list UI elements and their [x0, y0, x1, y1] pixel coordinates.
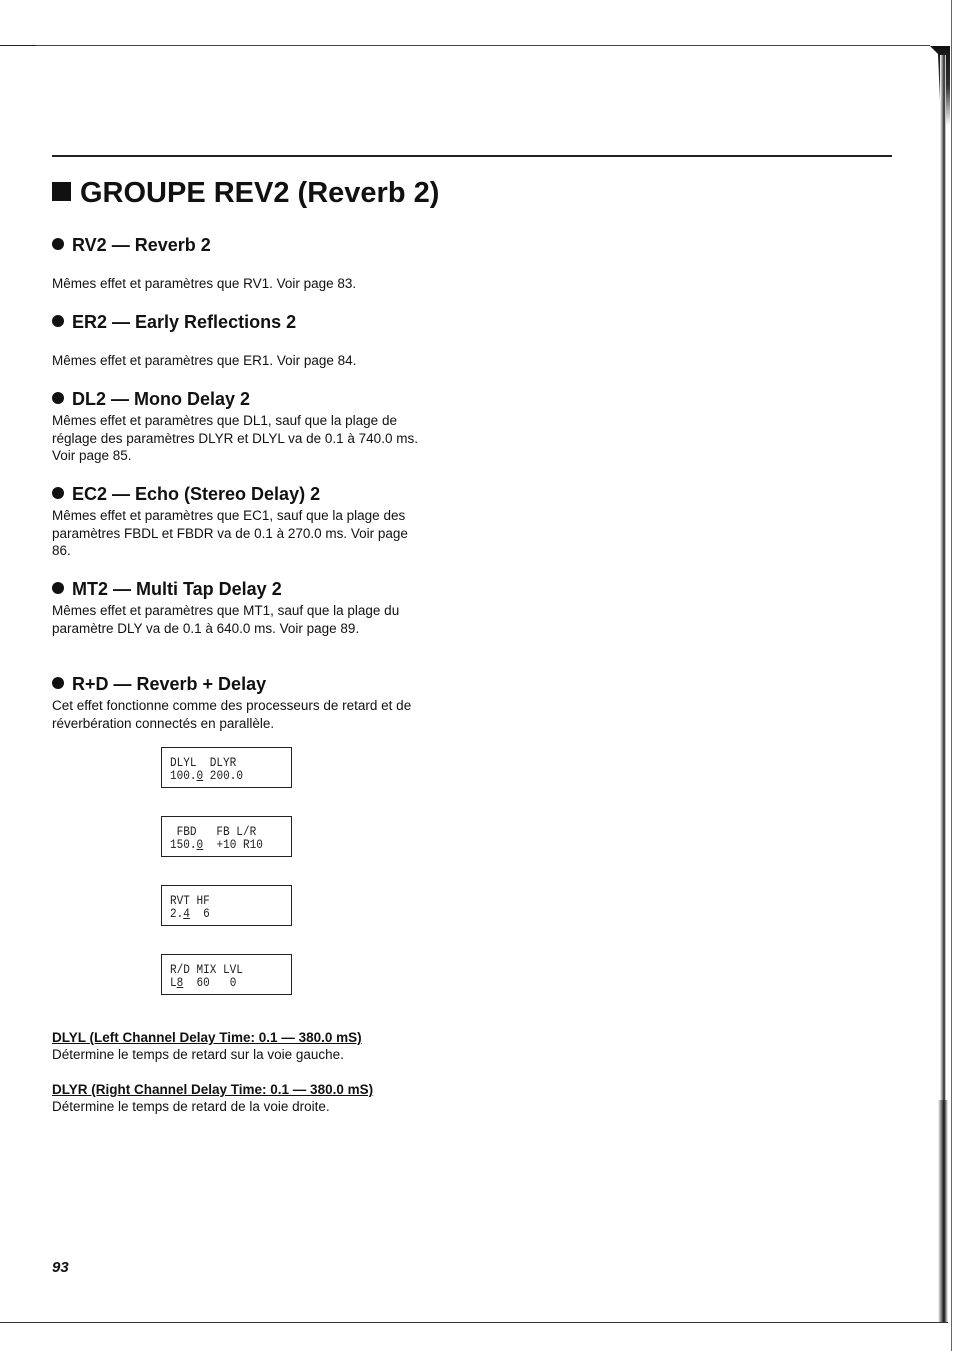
effect-heading-ec2: EC2 — Echo (Stereo Delay) 2	[52, 483, 320, 505]
page-title-text: GROUPE REV2 (Reverb 2)	[80, 177, 440, 209]
param-desc-dlyr: Détermine le temps de retard de la voie droite.	[52, 1099, 330, 1114]
square-bullet-icon	[52, 182, 71, 201]
lcd-screen-mix: R/D MIX LVL L8 60 0	[161, 954, 292, 995]
effect-heading-mt2: MT2 — Multi Tap Delay 2	[52, 578, 282, 600]
lcd-screen-reverb: RVT HF 2.4 6	[161, 885, 292, 926]
lcd-screen-feedback: FBD FB L/R 150.0 +10 R10	[161, 816, 292, 857]
top-rule-left	[0, 45, 36, 46]
effect-heading-rv2: RV2 — Reverb 2	[52, 234, 211, 256]
binding-shadow-bottom	[938, 1100, 948, 1322]
bullet-icon	[52, 392, 64, 404]
effect-text-mt2: Mêmes effet et paramètres que MT1, sauf que la plage du paramètre DLY va de 0.1 à 640.0 ms. Voir page 89.	[52, 603, 400, 636]
lcd-cursor: 0	[196, 837, 204, 852]
page-edge	[951, 0, 952, 1351]
bullet-icon	[52, 315, 64, 327]
bullet-icon	[52, 582, 64, 594]
effect-text-dl2: Mêmes effet et paramètres que DL1, sauf que la plage de réglage des paramètres DLYR et DLYL va de 0.1 à 740.0 ms. Voir page 85.	[52, 413, 418, 463]
param-heading-dlyl: DLYL (Left Channel Delay Time: 0.1 — 380.0 mS)	[52, 1030, 362, 1045]
effect-text-rd: Cet effet fonctionne comme des processeurs de retard et de réverbération connectés en parallèle.	[52, 698, 412, 731]
lcd-cursor: 8	[176, 975, 184, 990]
section-rule	[52, 155, 892, 157]
effect-text-rv2: Mêmes effet et paramètres que RV1. Voir page 83.	[52, 276, 357, 291]
top-rule	[0, 45, 930, 46]
effect-heading-dl2: DL2 — Mono Delay 2	[52, 388, 250, 410]
effect-text-er2: Mêmes effet et paramètres que ER1. Voir page 84.	[52, 353, 357, 368]
param-heading-dlyr: DLYR (Right Channel Delay Time: 0.1 — 380.0 mS)	[52, 1082, 374, 1097]
lcd-screen-delay: DLYL DLYR 100.0 200.0	[161, 747, 292, 788]
effect-heading-er2: ER2 — Early Reflections 2	[52, 311, 296, 333]
effect-text-ec2: Mêmes effet et paramètres que EC1, sauf que la plage des paramètres FBDL et FBDR va de 0.1 à 270.0 ms. Voir page 86.	[52, 508, 408, 558]
page-number: 93	[52, 1259, 69, 1276]
page-title	[52, 175, 439, 211]
bullet-icon	[52, 487, 64, 499]
lcd-cursor: 0	[196, 768, 204, 783]
param-desc-dlyl: Détermine le temps de retard sur la voie gauche.	[52, 1047, 344, 1062]
effect-heading-rd: R+D — Reverb + Delay	[52, 673, 266, 695]
bullet-icon	[52, 677, 64, 689]
bullet-icon	[52, 238, 64, 250]
bottom-rule	[0, 1322, 948, 1323]
lcd-cursor: 4	[183, 906, 190, 921]
